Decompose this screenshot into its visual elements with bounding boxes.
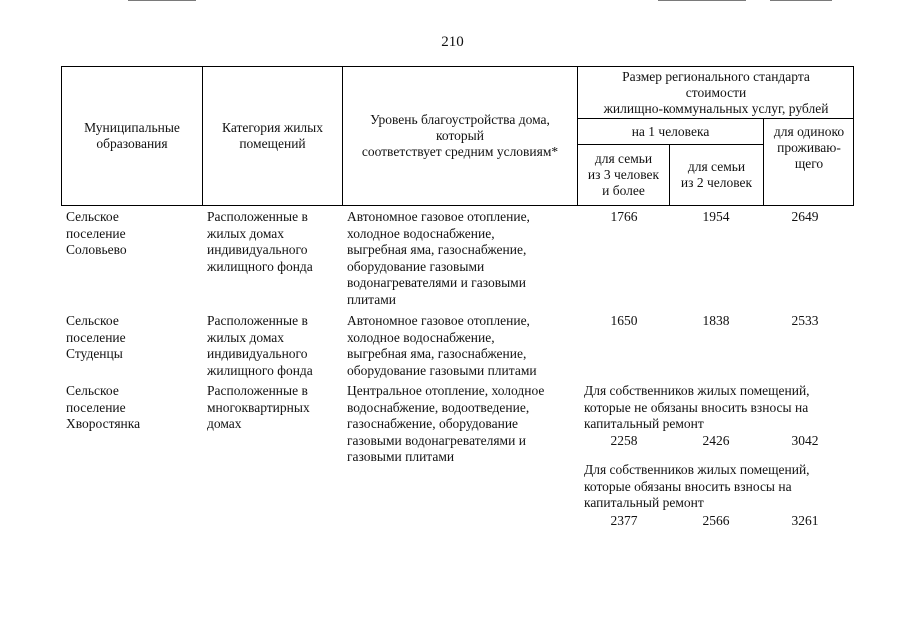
row-2-family2-value: 1838 xyxy=(702,313,730,328)
row-1-municipality: Сельское поселение Соловьево xyxy=(66,209,127,257)
header-single: для одиноко проживаю- щего xyxy=(773,124,845,171)
header-level: Уровень благоустройства дома, который соответствует средним условиям* xyxy=(361,112,559,159)
row-3-category: Расположенные в многоквартирных домах xyxy=(207,383,310,431)
row-3a-family2-value: 2426 xyxy=(702,433,730,448)
row-3-municipality: Сельское поселение Хворостянка xyxy=(66,383,141,431)
header-standard: Размер регионального стандарта стоимости жилищно-коммунальных услуг, рублей xyxy=(603,68,829,116)
row-1-single-value: 2649 xyxy=(791,209,819,224)
table-header xyxy=(61,66,854,206)
row-2-municipality: Сельское поселение Студенцы xyxy=(66,313,126,361)
row-3b-single-value: 3261 xyxy=(791,513,819,528)
header-family2: для семьи из 2 человек xyxy=(680,159,753,190)
scan-artifact-line xyxy=(128,0,196,1)
row-1-level: Автономное газовое отопление, холодное водоснабжение, выгребная яма, газоснабжение, оборудование газовыми водонагревателями и газовыми плитами xyxy=(347,209,530,307)
row-3-level: Центральное отопление, холодное водоснабжение, водоотведение, газоснабжение, оборудование газовыми водонагревателями и газовыми плитами xyxy=(347,383,545,464)
header-per-person: на 1 человека xyxy=(631,123,710,139)
row-3a-single-value: 3042 xyxy=(791,433,819,448)
row-2-level: Автономное газовое отопление, холодное водоснабжение, выгребная яма, газоснабжение, оборудование газовыми плитами xyxy=(347,313,537,378)
row-3-note-no-capital-repair: Для собственников жилых помещений, которые не обязаны вносить взносы на капитальный ремонт xyxy=(584,383,810,431)
row-2-category: Расположенные в жилых домах индивидуального жилищного фонда xyxy=(207,313,313,378)
row-3b-family2-value: 2566 xyxy=(702,513,730,528)
scan-artifact-line xyxy=(770,0,832,1)
header-family3: для семьи из 3 человек и более xyxy=(587,151,660,198)
row-3a-family3-value: 2258 xyxy=(610,433,638,448)
row-1-family2-value: 1954 xyxy=(702,209,730,224)
header-category: Категория жилых помещений xyxy=(222,120,323,151)
row-1-family3-value: 1766 xyxy=(610,209,638,224)
row-3-note-with-capital-repair: Для собственников жилых помещений, которые обязаны вносить взносы на капитальный ремонт xyxy=(584,462,810,510)
row-2-family3-value: 1650 xyxy=(610,313,638,328)
page-number: 210 xyxy=(441,34,464,50)
row-1-category: Расположенные в жилых домах индивидуального жилищного фонда xyxy=(207,209,313,274)
header-municipality: Муниципальные образования xyxy=(84,120,180,151)
row-3b-family3-value: 2377 xyxy=(610,513,638,528)
scan-artifact-line xyxy=(658,0,746,1)
row-2-single-value: 2533 xyxy=(791,313,819,328)
